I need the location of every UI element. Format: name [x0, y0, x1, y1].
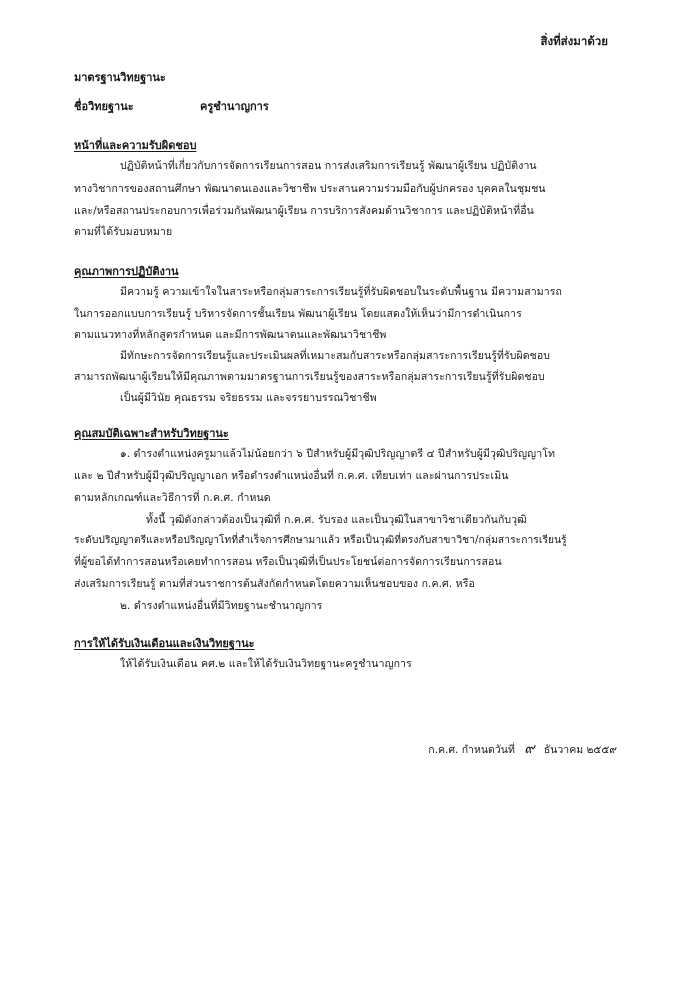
- duties-line: และ/หรือสถานประกอบการเพื่อร่วมกันพัฒนาผู้เรียน การบริการสังคมด้านวิชาการ และปฏิบัติหน้าที่อื่น: [74, 205, 534, 217]
- qualification-line: ๑. ดำรงตำแหน่งครูมาแล้วไม่น้อยกว่า ๖ ปีสำหรับผู้มีวุฒิปริญญาตรี ๔ ปีสำหรับผู้มีวุฒิปริญญาโท: [120, 448, 555, 460]
- quality-line: เป็นผู้มีวินัย คุณธรรม จริยธรรม และจรรยาบรรณวิชาชีพ: [120, 392, 377, 404]
- quality-line: มีความรู้ ความเข้าใจในสาระหรือกลุ่มสาระการเรียนรู้ที่รับผิดชอบในระดับพื้นฐาน มีความสามารถ: [120, 286, 563, 298]
- duties-line: ทางวิชาการของสถานศึกษา พัฒนาตนเองและวิชาชีพ ประสานความร่วมมือกับผู้ปกครอง บุคคลในชุมชน: [74, 183, 546, 195]
- issue-date-day: ๙: [524, 741, 535, 757]
- issue-date-prefix: ก.ค.ศ. กำหนดวันที่: [428, 744, 515, 756]
- qualification-line: ที่ผู้ขอได้ทำการสอนหรือเคยทำการสอน หรือเป็นวุฒิที่เป็นประโยชน์ต่อการจัดการเรียนการสอน: [74, 556, 502, 568]
- qualification-line: ๒. ดำรงตำแหน่งอื่นที่มีวิทยฐานะชำนาญการ: [120, 600, 323, 612]
- qualification-line: ตามหลักเกณฑ์และวิธีการที่ ก.ค.ศ. กำหนด: [74, 492, 271, 504]
- qualification-line: ทั้งนี้ วุฒิดังกล่าวต้องเป็นวุฒิที่ ก.ค.ศ. รับรอง และเป็นวุฒิในสาขาวิชาเดียวกันกับวุฒิ: [146, 514, 527, 526]
- qualification-line: และ ๒ ปีสำหรับผู้มีวุฒิปริญญาเอก หรือดำรงตำแหน่งอื่นที่ ก.ค.ศ. เทียบเท่า และผ่านการประเมิน: [74, 470, 509, 482]
- qualification-line: ส่งเสริมการเรียนรู้ ตามที่ส่วนราชการต้นสังกัดกำหนดโดยความเห็นชอบของ ก.ค.ศ. หรือ: [74, 578, 475, 590]
- quality-line: ตามแนวทางที่หลักสูตรกำหนด และมีการพัฒนาตนและพัฒนาวิชาชีพ: [74, 329, 387, 341]
- salary-heading: การให้ได้รับเงินเดือนและเงินวิทยฐานะ: [74, 637, 255, 650]
- standard-heading: มาตรฐานวิทยฐานะ: [74, 71, 166, 84]
- qualifications-heading: คุณสมบัติเฉพาะสำหรับวิทยฐานะ: [74, 427, 229, 440]
- issue-date: [428, 738, 617, 760]
- qualification-line: ระดับปริญญาตรีและหรือปริญญาโทที่สำเร็จการศึกษามาแล้ว หรือเป็นวุฒิที่ตรงกับสาขาวิชา/กลุ่มสาระการเรียนรู้: [74, 535, 567, 546]
- title-label: ชื่อวิทยฐานะ: [74, 100, 134, 113]
- attachment-note: สิ่งที่ส่งมาด้วย: [540, 34, 608, 48]
- salary-line: ให้ได้รับเงินเดือน คศ.๒ และให้ได้รับเงินวิทยฐานะครูชำนาญการ: [120, 658, 412, 670]
- duties-line: ปฏิบัติหน้าที่เกี่ยวกับการจัดการเรียนการสอน การส่งเสริมการเรียนรู้ พัฒนาผู้เรียน ปฏิบัติงาน: [120, 160, 537, 172]
- quality-line: สามารถพัฒนาผู้เรียนให้มีคุณภาพตามมาตรฐานการเรียนรู้ของสาระหรือกลุ่มสาระการเรียนรู้ที่รับผิดชอบ: [74, 371, 545, 383]
- quality-heading: คุณภาพการปฏิบัติงาน: [74, 265, 179, 278]
- duties-line: ตามที่ได้รับมอบหมาย: [74, 226, 173, 238]
- issue-date-month-year: ธันวาคม ๒๕๕๙: [543, 744, 617, 756]
- quality-line: ในการออกแบบการเรียนรู้ บริหารจัดการชั้นเรียน พัฒนาผู้เรียน โดยแสดงให้เห็นว่ามีการดำเนินการ: [74, 308, 522, 320]
- duties-heading: หน้าที่และความรับผิดชอบ: [74, 139, 197, 152]
- title-value: ครูชำนาญการ: [200, 100, 269, 113]
- quality-line: มีทักษะการจัดการเรียนรู้และประเมินผลที่เหมาะสมกับสาระหรือกลุ่มสาระการเรียนรู้ที่รับผิดชอบ: [120, 350, 551, 362]
